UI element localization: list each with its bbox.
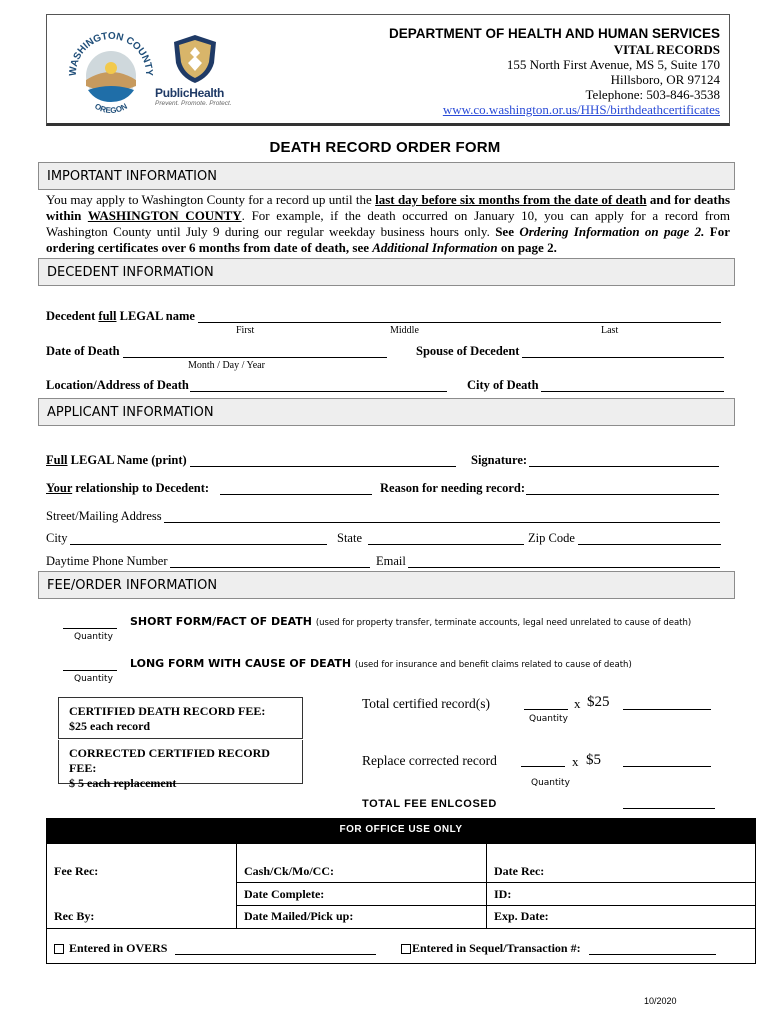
street-address-label: Street/Mailing Address [46,509,162,523]
sequel-field[interactable] [589,954,716,955]
website-link[interactable]: www.co.washington.or.us/HHS/birthdeathcertificates [442,102,720,117]
department-name: DEPARTMENT OF HEALTH AND HUMAN SERVICES [388,26,720,41]
applicant-information-heading: APPLICANT INFORMATION [38,398,735,426]
spouse-field[interactable] [522,357,724,358]
sequel-label: Entered in Sequel/Transaction #: [412,941,581,955]
total-certified-quantity-field[interactable] [524,709,568,710]
date-complete-label: Date Complete: [244,887,325,901]
decedent-name-field[interactable] [198,322,721,323]
sequel-checkbox[interactable] [401,944,411,954]
zip-label: Zip Code [528,531,575,545]
id-label: ID: [494,887,512,901]
corrected-fee-box [58,740,303,790]
long-form-option: LONG FORM WITH CAUSE OF DEATH (used for insurance and benefit claims related to cause of death) [130,657,632,670]
short-form-option: SHORT FORM/FACT OF DEATH (used for property transfer, terminate accounts, legal need unrelated to cause of death) [130,615,692,628]
date-rec-label: Date Rec: [494,864,545,878]
applicant-name-label: Full LEGAL Name (print) [46,453,187,467]
date-of-death-label: Date of Death [46,344,120,358]
public-health-shield-icon [170,33,220,85]
long-form-quantity-field[interactable] [63,670,117,671]
telephone: Telephone: 503-846-3538 [585,87,720,102]
office-divider [236,844,237,928]
office-name: VITAL RECORDS [613,42,720,57]
multiply-sign: x [572,754,579,769]
office-divider [236,882,756,883]
total-certified-quantity-caption: Quantity [529,714,568,724]
svg-text:OREGON: OREGON [93,101,129,116]
multiply-sign: x [574,696,581,711]
replace-corrected-amount-field[interactable] [623,766,711,767]
last-name-caption: Last [601,325,619,336]
applicant-name-field[interactable] [190,466,456,467]
certified-fee-label: CERTIFIED DEATH RECORD FEE: [69,704,266,718]
replace-corrected-quantity-field[interactable] [521,766,565,767]
city-of-death-label: City of Death [467,378,539,392]
fee-order-heading: FEE/ORDER INFORMATION [38,571,735,599]
date-of-death-field[interactable] [123,357,387,358]
city-of-death-field[interactable] [541,391,724,392]
reason-field[interactable] [526,494,719,495]
corrected-fee-label: CORRECTED CERTIFIED RECORD FEE: [69,746,270,775]
phone-field[interactable] [170,567,370,568]
decedent-name-label: Decedent full LEGAL name [46,309,195,323]
relationship-field[interactable] [220,494,372,495]
relationship-label: Your relationship to Decedent: [46,481,210,495]
total-fee-label: TOTAL FEE ENLCOSED [362,798,497,810]
short-form-quantity-caption: Quantity [74,632,113,642]
replace-corrected-quantity-caption: Quantity [531,778,570,788]
short-form-quantity-field[interactable] [63,628,117,629]
date-format-caption: Month / Day / Year [188,360,265,371]
email-field[interactable] [408,567,720,568]
certified-fee-value: $25 each record [69,719,151,733]
reason-label: Reason for needing record: [380,481,526,495]
overs-field[interactable] [175,954,376,955]
middle-name-caption: Middle [390,325,419,336]
washington-county-logo [66,24,156,120]
location-of-death-field[interactable] [190,391,447,392]
total-fee-field[interactable] [623,808,715,809]
price-25: $25 [587,694,610,710]
fee-rec-label: Fee Rec: [54,864,99,878]
overs-label: Entered in OVERS [69,941,168,955]
form-title: DEATH RECORD ORDER FORM [269,139,501,156]
svg-text:WASHINGTON COUNTY: WASHINGTON COUNTY [67,30,155,77]
long-form-quantity-caption: Quantity [74,674,113,684]
city-label: City [46,531,68,545]
price-5: $5 [586,752,601,768]
address-line-1: 155 North First Avenue, MS 5, Suite 170 [506,57,720,72]
state-field[interactable] [368,544,524,545]
spouse-label: Spouse of Decedent [416,344,520,358]
overs-checkbox[interactable] [54,944,64,954]
public-health-logo-text: PublicHealth [155,86,225,100]
office-divider [46,928,756,929]
zip-field[interactable] [578,544,721,545]
rec-by-label: Rec By: [54,909,95,923]
decedent-information-heading: DECEDENT INFORMATION [38,258,735,286]
address-line-2: Hillsboro, OR 97124 [610,72,720,87]
form-revision-date: 10/2020 [644,996,677,1006]
office-use-heading: FOR OFFICE USE ONLY [46,818,756,844]
office-divider [486,844,487,928]
total-certified-amount-field[interactable] [623,709,711,710]
exp-date-label: Exp. Date: [494,909,549,923]
location-of-death-label: Location/Address of Death [46,378,189,392]
total-certified-label: Total certified record(s) [362,696,490,711]
signature-label: Signature: [471,453,528,467]
cash-label: Cash/Ck/Mo/CC: [244,864,335,878]
phone-label: Daytime Phone Number [46,554,168,568]
email-label: Email [376,554,406,568]
corrected-fee-value: $ 5 each replacement [69,776,177,790]
important-information-heading: IMPORTANT INFORMATION [38,162,735,190]
state-label: State [337,531,362,545]
public-health-tagline: Prevent. Promote. Protect. [155,100,232,107]
certified-fee-box [58,697,303,739]
office-divider [236,905,756,906]
important-information-text: You may apply to Washington County for a record up until the last day before six months from the date of death and for deaths within WASHINGTON COUNTY. For example, if the death occurred on January 10, you can apply for a record from Washington County until July 9 during our regular weekday business hours only. See Ordering Information on page 2. For ordering certificates over 6 months from date of death, see Additional Information on page 2. [46,192,730,255]
date-mailed-label: Date Mailed/Pick up: [244,909,354,923]
replace-corrected-label: Replace corrected record [362,753,497,768]
city-field[interactable] [70,544,327,545]
signature-field[interactable] [529,466,719,467]
street-address-field[interactable] [164,522,720,523]
first-name-caption: First [236,325,255,336]
